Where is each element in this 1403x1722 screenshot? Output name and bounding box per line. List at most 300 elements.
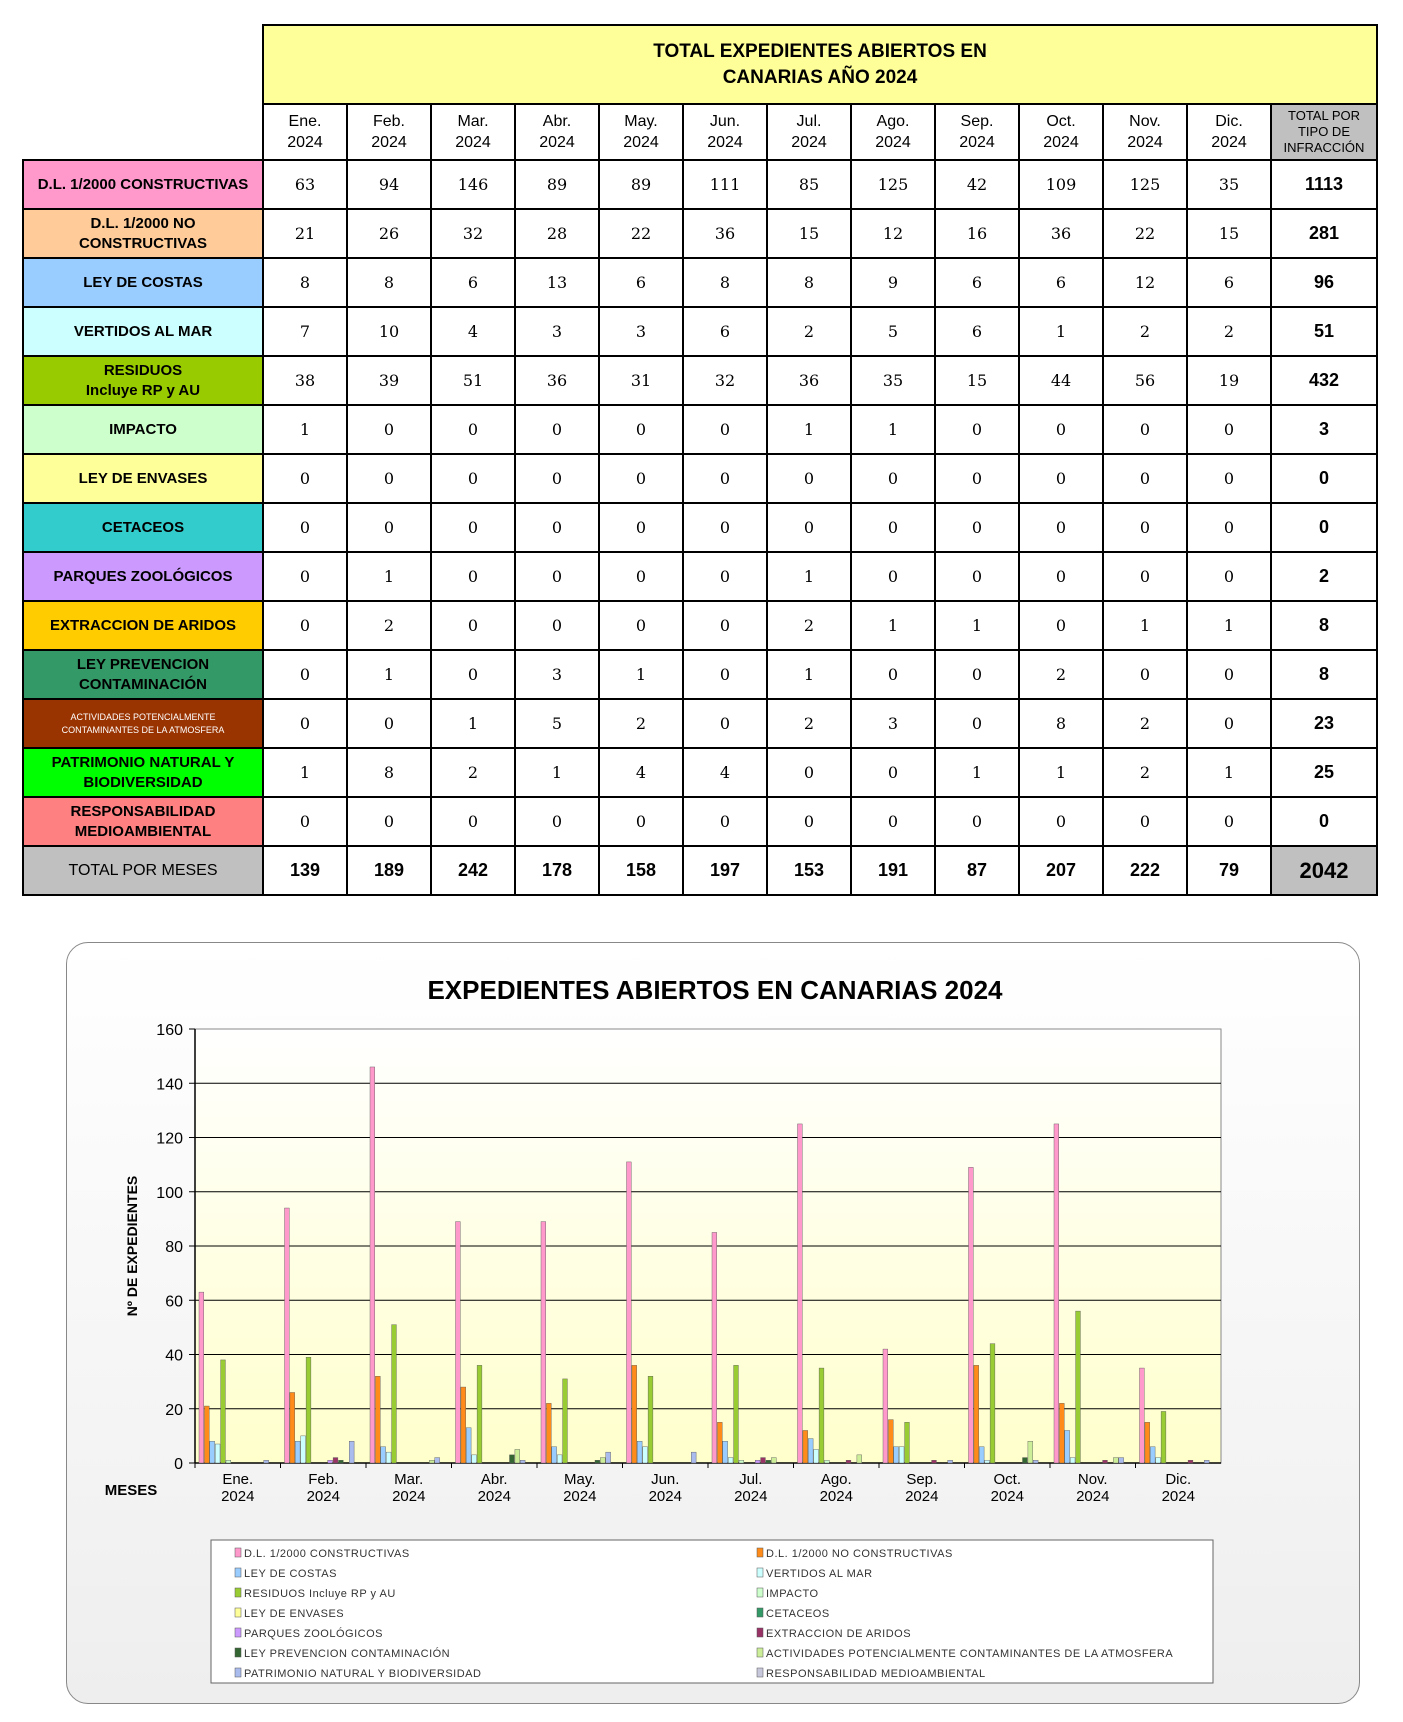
value-cell: 31: [599, 356, 683, 405]
month-header: [347, 104, 431, 160]
x-tick-label: 2024: [819, 1488, 853, 1505]
label-line: INFRACCIÓN: [1283, 140, 1365, 155]
value-cell: 85: [767, 160, 851, 209]
value-cell: 6: [1019, 258, 1103, 307]
x-tick-label: 2024: [734, 1488, 768, 1505]
value-cell: 16: [935, 209, 1019, 258]
bar: [328, 1460, 333, 1463]
bar: [386, 1452, 391, 1463]
value-cell: 5: [515, 699, 599, 748]
value-cell: 8: [347, 748, 431, 797]
legend-label: LEY DE COSTAS: [244, 1568, 337, 1580]
value-cell: 19: [1187, 356, 1271, 405]
category-label: [23, 797, 263, 846]
table-row: [23, 356, 1377, 405]
value-cell: 32: [431, 209, 515, 258]
row-total: 432: [1271, 356, 1377, 405]
bar: [264, 1460, 269, 1463]
value-cell: 0: [935, 699, 1019, 748]
bar: [285, 1208, 290, 1463]
bar: [803, 1430, 808, 1463]
label-line: IMPACTO: [109, 420, 177, 438]
month-header: [599, 104, 683, 160]
value-cell: 1: [935, 748, 1019, 797]
bar: [1150, 1447, 1155, 1463]
category-label: [23, 748, 263, 797]
bar: [948, 1460, 953, 1463]
label-line: CONTAMINANTES DE LA ATMOSFERA: [61, 724, 225, 735]
label-line: Ago.: [876, 113, 910, 130]
value-cell: 2: [1103, 307, 1187, 356]
label-line: D.L. 1/2000 CONSTRUCTIVAS: [37, 175, 249, 193]
bar: [932, 1460, 937, 1463]
value-cell: 0: [263, 552, 347, 601]
value-cell: 2: [767, 307, 851, 356]
value-cell: 0: [263, 797, 347, 846]
month-total: 139: [263, 846, 347, 895]
value-cell: 0: [263, 601, 347, 650]
legend-swatch: [757, 1568, 763, 1577]
y-tick-label: 0: [174, 1456, 183, 1473]
value-cell: 28: [515, 209, 599, 258]
value-cell: 0: [515, 797, 599, 846]
category-label: [23, 307, 263, 356]
bar: [899, 1447, 904, 1463]
label-line: Nov.: [1129, 113, 1161, 130]
bar: [215, 1444, 220, 1463]
value-cell: 0: [851, 503, 935, 552]
table-title: [263, 25, 1377, 104]
label-line: 2024: [287, 134, 323, 151]
label-line: PARQUES ZOOLÓGICOS: [53, 567, 233, 585]
blank-corner: [23, 25, 263, 104]
bar: [472, 1455, 477, 1463]
bar: [717, 1422, 722, 1463]
value-cell: 0: [1103, 552, 1187, 601]
value-cell: 0: [935, 797, 1019, 846]
legend-label: PATRIMONIO NATURAL Y BIODIVERSIDAD: [244, 1668, 482, 1680]
bar: [627, 1162, 632, 1463]
label-line: BIODIVERSIDAD: [83, 773, 203, 791]
legend-label: VERTIDOS AL MAR: [766, 1568, 873, 1580]
month-total: 207: [1019, 846, 1103, 895]
label-line: EXTRACCION DE ARIDOS: [49, 616, 237, 634]
bar: [349, 1441, 354, 1463]
label-line: Sep.: [960, 113, 994, 130]
value-cell: 0: [683, 650, 767, 699]
bar: [1070, 1458, 1075, 1463]
value-cell: 0: [1103, 650, 1187, 699]
value-cell: 0: [431, 405, 515, 454]
label-line: 2024: [1127, 134, 1163, 151]
category-label: [23, 601, 263, 650]
bar: [819, 1368, 824, 1463]
value-cell: 0: [851, 552, 935, 601]
month-header: [1019, 104, 1103, 160]
value-cell: 0: [767, 797, 851, 846]
value-cell: 6: [599, 258, 683, 307]
label-line: May.: [624, 113, 658, 130]
x-tick-label: 2024: [563, 1488, 597, 1505]
value-cell: 2: [767, 699, 851, 748]
y-tick-label: 60: [165, 1293, 183, 1311]
category-label: [23, 454, 263, 503]
value-cell: 36: [683, 209, 767, 258]
row-total: 0: [1271, 503, 1377, 552]
bar: [969, 1167, 974, 1463]
value-cell: 0: [599, 454, 683, 503]
bar: [290, 1392, 295, 1463]
value-cell: 1: [347, 650, 431, 699]
bar: [1065, 1430, 1070, 1463]
bar: [712, 1232, 717, 1463]
value-cell: 109: [1019, 160, 1103, 209]
row-total: 96: [1271, 258, 1377, 307]
label-line: 2024: [455, 134, 491, 151]
month-header: [431, 104, 515, 160]
total-header: [1271, 104, 1377, 160]
title-line: CANARIAS AÑO 2024: [722, 66, 918, 88]
bar: [552, 1447, 557, 1463]
value-cell: 0: [515, 454, 599, 503]
value-cell: 2: [599, 699, 683, 748]
bar: [1054, 1124, 1059, 1463]
table-row: [23, 258, 1377, 307]
y-tick-label: 20: [165, 1401, 183, 1419]
x-tick-label: Jun.: [651, 1471, 680, 1488]
legend-label: CETACEOS: [766, 1608, 830, 1620]
value-cell: 4: [599, 748, 683, 797]
blank-corner: [23, 104, 263, 160]
table-row: [23, 650, 1377, 699]
value-cell: 94: [347, 160, 431, 209]
x-tick-label: 2024: [1161, 1488, 1195, 1505]
value-cell: 0: [431, 552, 515, 601]
category-label: [23, 405, 263, 454]
table-row: [23, 503, 1377, 552]
table-row: [23, 748, 1377, 797]
value-cell: 0: [599, 601, 683, 650]
legend-swatch: [757, 1548, 763, 1557]
label-line: Mar.: [457, 113, 489, 130]
bar: [1103, 1460, 1108, 1463]
value-cell: 0: [1187, 503, 1271, 552]
x-tick-label: Dic.: [1165, 1471, 1192, 1488]
x-axis-label: MESES: [104, 1482, 158, 1499]
value-cell: 125: [851, 160, 935, 209]
month-total: 79: [1187, 846, 1271, 895]
bar: [199, 1292, 204, 1463]
value-cell: 6: [935, 258, 1019, 307]
value-cell: 1: [935, 601, 1019, 650]
value-cell: 0: [851, 454, 935, 503]
value-cell: 0: [599, 405, 683, 454]
bar: [333, 1458, 338, 1463]
value-cell: 111: [683, 160, 767, 209]
value-cell: 36: [767, 356, 851, 405]
month-header: [515, 104, 599, 160]
bar: [728, 1458, 733, 1463]
bar: [221, 1360, 226, 1463]
value-cell: 22: [1103, 209, 1187, 258]
value-cell: 0: [1019, 552, 1103, 601]
x-tick-label: May.: [564, 1471, 596, 1488]
value-cell: 0: [683, 797, 767, 846]
value-cell: 0: [1019, 454, 1103, 503]
bar: [734, 1365, 739, 1463]
bar: [600, 1458, 605, 1463]
bar: [1113, 1458, 1118, 1463]
legend-label: D.L. 1/2000 CONSTRUCTIVAS: [244, 1548, 410, 1560]
value-cell: 0: [851, 797, 935, 846]
bar: [1028, 1441, 1033, 1463]
value-cell: 36: [1019, 209, 1103, 258]
value-cell: 0: [263, 503, 347, 552]
value-cell: 2: [1019, 650, 1103, 699]
value-cell: 0: [599, 503, 683, 552]
row-total: 3: [1271, 405, 1377, 454]
bar: [1188, 1460, 1193, 1463]
value-cell: 0: [767, 454, 851, 503]
value-cell: 0: [767, 748, 851, 797]
x-tick-label: Feb.: [308, 1471, 339, 1488]
value-cell: 0: [515, 405, 599, 454]
category-label: [23, 209, 263, 258]
bar: [1161, 1411, 1166, 1463]
value-cell: 0: [683, 454, 767, 503]
value-cell: 0: [1187, 405, 1271, 454]
legend-swatch: [757, 1588, 763, 1597]
value-cell: 26: [347, 209, 431, 258]
label-line: CETACEOS: [101, 518, 185, 536]
value-cell: 0: [1187, 797, 1271, 846]
value-cell: 0: [263, 650, 347, 699]
x-tick-label: Jul.: [739, 1471, 763, 1488]
value-cell: 0: [1187, 699, 1271, 748]
value-cell: 7: [263, 307, 347, 356]
value-cell: 0: [431, 601, 515, 650]
x-tick-label: 2024: [477, 1488, 511, 1505]
value-cell: 6: [431, 258, 515, 307]
category-label: [23, 699, 263, 748]
table-row: [23, 699, 1377, 748]
label-line: CONSTRUCTIVAS: [78, 234, 208, 252]
legend-label: RESIDUOS Incluye RP y AU: [244, 1588, 396, 1600]
label-line: Jul.: [796, 113, 822, 130]
label-line: LEY DE ENVASES: [78, 469, 208, 487]
title-line: TOTAL EXPEDIENTES ABIERTOS EN: [653, 40, 987, 62]
value-cell: 1: [851, 405, 935, 454]
bar: [761, 1458, 766, 1463]
bar-chart: [67, 943, 1359, 1703]
value-cell: 8: [347, 258, 431, 307]
category-label: [23, 552, 263, 601]
bar: [429, 1460, 434, 1463]
value-cell: 0: [1187, 552, 1271, 601]
table-row: [23, 160, 1377, 209]
row-total: 8: [1271, 650, 1377, 699]
bar: [546, 1403, 551, 1463]
bar: [905, 1422, 910, 1463]
row-total: 51: [1271, 307, 1377, 356]
label-line: Oct.: [1046, 113, 1076, 130]
x-tick-label: Ene.: [222, 1471, 254, 1488]
value-cell: 38: [263, 356, 347, 405]
bar: [381, 1447, 386, 1463]
value-cell: 0: [347, 454, 431, 503]
label-line: RESIDUOS: [103, 361, 183, 379]
x-tick-label: Mar.: [394, 1471, 424, 1488]
legend-label: ACTIVIDADES POTENCIALMENTE CONTAMINANTES DE LA ATMOSFERA: [766, 1648, 1174, 1660]
label-line: 2024: [1211, 134, 1247, 151]
bar: [435, 1458, 440, 1463]
value-cell: 4: [683, 748, 767, 797]
label-line: 2024: [959, 134, 995, 151]
value-cell: 42: [935, 160, 1019, 209]
legend-label: LEY PREVENCION CONTAMINACIÓN: [244, 1648, 451, 1660]
y-tick-label: 100: [156, 1184, 183, 1202]
value-cell: 5: [851, 307, 935, 356]
value-cell: 4: [431, 307, 515, 356]
value-cell: 1: [347, 552, 431, 601]
value-cell: 1: [431, 699, 515, 748]
value-cell: 9: [851, 258, 935, 307]
value-cell: 0: [683, 503, 767, 552]
bar: [392, 1325, 397, 1463]
label-line: 2024: [875, 134, 911, 151]
y-tick-label: 120: [156, 1130, 183, 1148]
value-cell: 1: [515, 748, 599, 797]
value-cell: 21: [263, 209, 347, 258]
month-header: [851, 104, 935, 160]
bar: [204, 1406, 209, 1463]
legend-swatch: [757, 1608, 763, 1617]
legend-swatch: [235, 1648, 241, 1657]
label-line: TOTAL POR: [1288, 108, 1360, 123]
month-header: [683, 104, 767, 160]
value-cell: 12: [1103, 258, 1187, 307]
legend-label: IMPACTO: [766, 1588, 819, 1600]
bar: [301, 1436, 306, 1463]
total-row-label: TOTAL POR MESES: [23, 846, 263, 895]
bar: [461, 1387, 466, 1463]
x-tick-label: 2024: [392, 1488, 426, 1505]
bar: [814, 1449, 819, 1463]
value-cell: 89: [599, 160, 683, 209]
value-cell: 2: [767, 601, 851, 650]
value-cell: 0: [1103, 405, 1187, 454]
value-cell: 0: [263, 454, 347, 503]
value-cell: 0: [347, 503, 431, 552]
value-cell: 35: [1187, 160, 1271, 209]
bar: [798, 1124, 803, 1463]
value-cell: 0: [1019, 503, 1103, 552]
value-cell: 0: [1103, 797, 1187, 846]
value-cell: 2: [431, 748, 515, 797]
month-header: [263, 104, 347, 160]
value-cell: 1: [1187, 601, 1271, 650]
x-tick-label: 2024: [648, 1488, 682, 1505]
x-tick-label: 2024: [221, 1488, 255, 1505]
value-cell: 0: [599, 552, 683, 601]
value-cell: 0: [935, 552, 1019, 601]
bar: [1023, 1458, 1028, 1463]
bar: [1204, 1460, 1209, 1463]
value-cell: 0: [683, 601, 767, 650]
grand-total: 2042: [1271, 846, 1377, 895]
row-total: 281: [1271, 209, 1377, 258]
value-cell: 1: [1019, 748, 1103, 797]
x-tick-label: 2024: [990, 1488, 1024, 1505]
bar: [557, 1455, 562, 1463]
value-cell: 15: [1187, 209, 1271, 258]
month-header: [935, 104, 1019, 160]
value-cell: 0: [1019, 601, 1103, 650]
y-tick-label: 80: [165, 1239, 183, 1256]
value-cell: 10: [347, 307, 431, 356]
legend-swatch: [235, 1588, 241, 1597]
label-line: Dic.: [1215, 113, 1243, 130]
value-cell: 0: [431, 797, 515, 846]
bar: [846, 1460, 851, 1463]
value-cell: 15: [767, 209, 851, 258]
value-cell: 22: [599, 209, 683, 258]
month-total: 197: [683, 846, 767, 895]
x-tick-label: 2024: [306, 1488, 340, 1505]
month-header: [1187, 104, 1271, 160]
label-line: RESPONSABILIDAD: [70, 802, 216, 820]
bar: [226, 1460, 231, 1463]
label-line: LEY PREVENCION: [76, 655, 210, 673]
label-line: Abr.: [542, 113, 572, 130]
label-line: D.L. 1/2000 NO: [90, 214, 196, 232]
value-cell: 13: [515, 258, 599, 307]
bar: [1076, 1311, 1081, 1463]
bar: [691, 1452, 696, 1463]
month-total: 242: [431, 846, 515, 895]
bar: [1059, 1403, 1064, 1463]
month-total: 87: [935, 846, 1019, 895]
value-cell: 0: [1187, 454, 1271, 503]
value-cell: 125: [1103, 160, 1187, 209]
label-line: 2024: [371, 134, 407, 151]
bar: [1140, 1368, 1145, 1463]
bar: [295, 1441, 300, 1463]
bar: [894, 1447, 899, 1463]
value-cell: 6: [935, 307, 1019, 356]
value-cell: 0: [1019, 797, 1103, 846]
value-cell: 0: [599, 797, 683, 846]
value-cell: 1: [767, 405, 851, 454]
value-cell: 8: [263, 258, 347, 307]
bar: [375, 1376, 380, 1463]
value-cell: 2: [1103, 748, 1187, 797]
bar: [477, 1365, 482, 1463]
value-cell: 0: [935, 454, 1019, 503]
label-line: 2024: [539, 134, 575, 151]
value-cell: 0: [263, 699, 347, 748]
bar: [990, 1344, 995, 1463]
value-cell: 6: [683, 307, 767, 356]
bar: [515, 1449, 520, 1463]
value-cell: 0: [431, 650, 515, 699]
category-label: [23, 503, 263, 552]
chart-title: EXPEDIENTES ABIERTOS EN CANARIAS 2024: [427, 975, 1003, 1005]
label-line: 2024: [707, 134, 743, 151]
value-cell: 36: [515, 356, 599, 405]
label-line: Jun.: [709, 113, 741, 130]
value-cell: 146: [431, 160, 515, 209]
